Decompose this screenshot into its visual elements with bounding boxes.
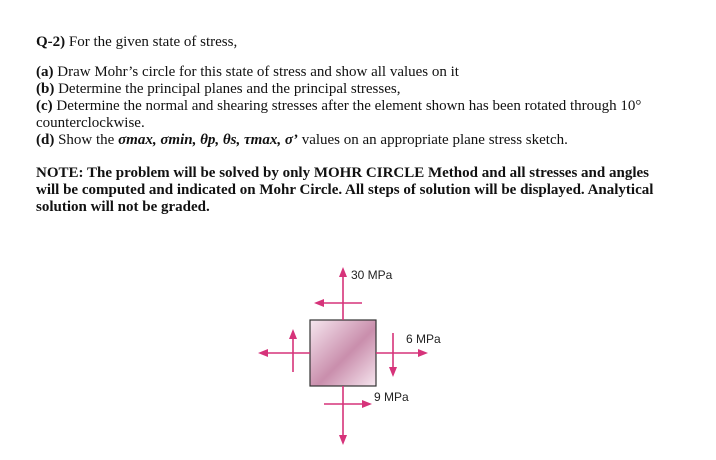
- stress-element-square: [310, 320, 376, 386]
- part-c-tag: (c): [36, 98, 53, 114]
- label-30-mpa: 30 MPa: [351, 268, 393, 282]
- part-a-text: Draw Mohr’s circle for this state of stress and show all values on it: [57, 64, 459, 80]
- problem-document: [36, 34, 686, 231]
- part-b-tag: (b): [36, 81, 55, 97]
- part-c: [36, 98, 686, 132]
- part-d-symbols: σmax, σmin, θp, θs, τmax, σ’: [118, 132, 298, 148]
- part-b-text: Determine the principal planes and the principal stresses,: [58, 81, 401, 97]
- part-b: [36, 81, 686, 98]
- bottom-normal-stress-arrow: [339, 386, 347, 445]
- bottom-shear-arrow: [324, 400, 372, 408]
- question-title: For the given state of stress,: [68, 34, 238, 50]
- part-d-tag: (d): [36, 132, 55, 148]
- part-a-tag: (a): [36, 64, 54, 80]
- part-d-text-before: Show the: [58, 132, 119, 148]
- part-d-text-after: values on an appropriate plane stress sketch.: [297, 132, 568, 148]
- stress-element-diagram: [250, 255, 490, 460]
- top-shear-arrow: [314, 299, 362, 307]
- label-9-mpa: 9 MPa: [374, 390, 409, 404]
- stress-element-figure: [250, 255, 490, 460]
- label-6-mpa: 6 MPa: [406, 332, 441, 346]
- right-shear-arrow: [389, 333, 397, 377]
- top-normal-stress-arrow: [339, 267, 347, 320]
- right-normal-stress-arrow: [376, 349, 428, 357]
- note-paragraph: NOTE: The problem will be solved by only MOHR CIRCLE Method and all stresses and angles will be computed and indicated on Mohr Circle. All steps of solution will be displayed. Analytical solution will not be graded.: [36, 165, 654, 215]
- question-heading: [36, 34, 686, 51]
- left-normal-stress-arrow: [258, 349, 310, 357]
- question-number: Q-2): [36, 34, 66, 50]
- left-shear-arrow: [289, 329, 297, 372]
- part-c-text: Determine the normal and shearing stresses after the element shown has been rotated through 10° counterclockwise.: [36, 98, 642, 131]
- part-d: [36, 132, 686, 149]
- part-a: [36, 64, 686, 81]
